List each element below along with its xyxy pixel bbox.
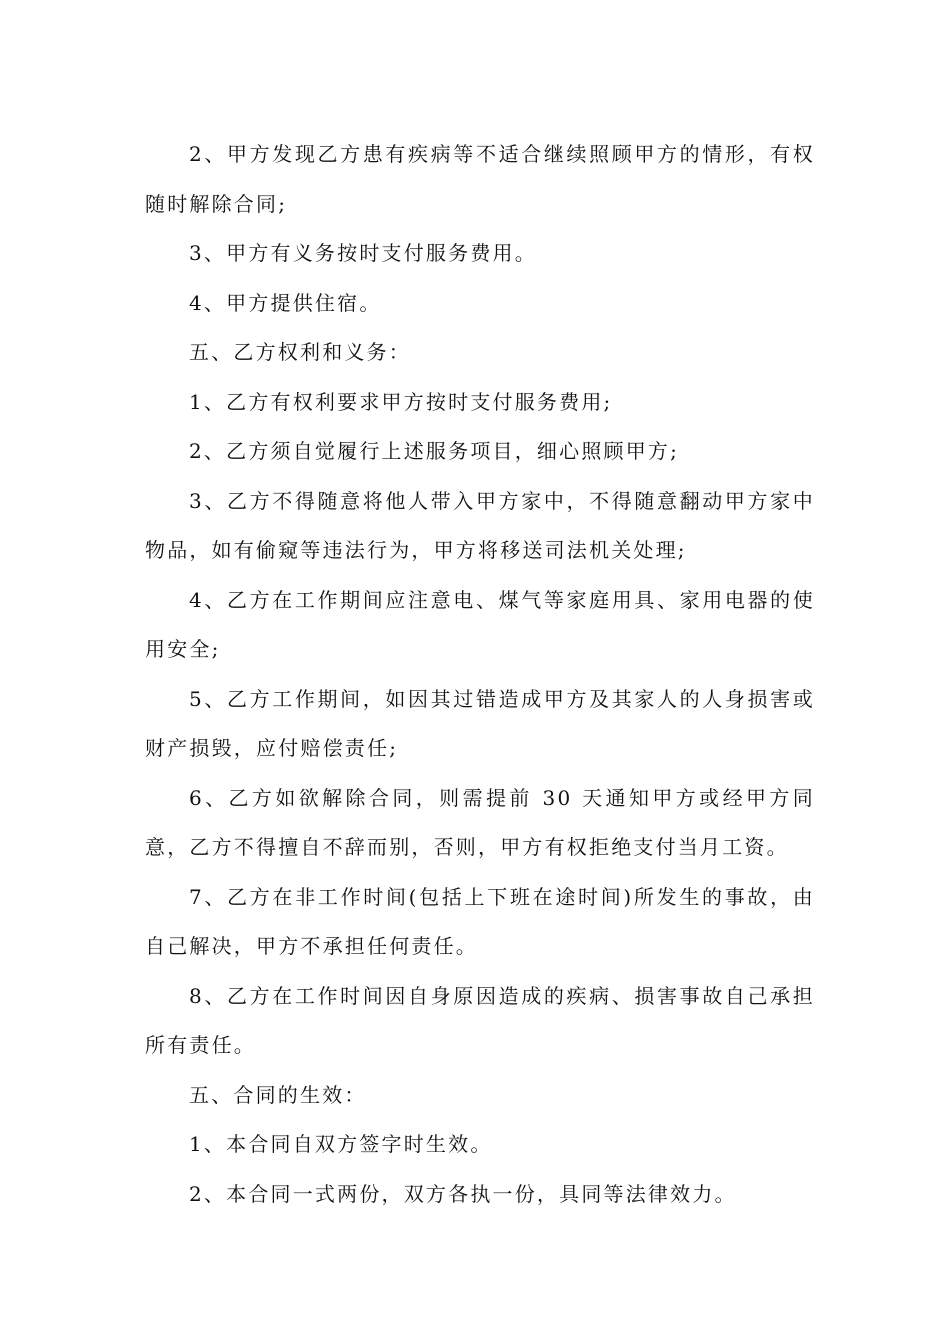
section-heading-party-b-rights: 五、乙方权利和义务： bbox=[189, 340, 411, 364]
paragraph-party-a-accommodation: 4、甲方提供住宿。 bbox=[189, 290, 382, 315]
paragraph-party-b-payment-right: 1、乙方有权利要求甲方按时支付服务费用; bbox=[189, 389, 613, 414]
paragraph-party-b-off-duty-accidents: 7、乙方在非工作时间(包括上下班在途时间)所发生的事故，由自己解决，甲方不承担任何责任。 bbox=[145, 884, 815, 958]
paragraph-party-b-liability: 5、乙方工作期间，如因其过错造成甲方及其家人的人身损害或财产损毁，应付赔偿责任; bbox=[145, 686, 815, 760]
paragraph-party-b-service-duty: 2、乙方须自觉履行上述服务项目，细心照顾甲方; bbox=[189, 439, 680, 463]
paragraph-party-b-safety: 4、乙方在工作期间应注意电、煤气等家庭用具、家用电器的使用安全; bbox=[145, 587, 815, 661]
section-heading-contract-effectiveness: 五、合同的生效： bbox=[189, 1082, 367, 1107]
paragraph-party-b-conduct: 3、乙方不得随意将他人带入甲方家中，不得随意翻动甲方家中物品，如有偷窥等违法行为，甲方将移送司法机关处理; bbox=[145, 488, 815, 562]
paragraph-effective-on-signing: 1、本合同自双方签字时生效。 bbox=[189, 1132, 493, 1156]
paragraph-party-b-self-responsibility: 8、乙方在工作时间因自身原因造成的疾病、损害事故自己承担所有责任。 bbox=[145, 983, 815, 1057]
paragraph-duplicate-copies: 2、本合同一式两份，双方各执一份，具同等法律效力。 bbox=[189, 1181, 737, 1206]
contract-body bbox=[145, 130, 815, 1219]
paragraph-party-b-termination: 6、乙方如欲解除合同，则需提前 30 天通知甲方或经甲方同意，乙方不得擅自不辞而别，否则，甲方有权拒绝支付当月工资。 bbox=[145, 785, 815, 859]
paragraph-party-a-payment-duty: 3、甲方有义务按时支付服务费用。 bbox=[189, 241, 537, 265]
paragraph-party-a-termination-right: 2、甲方发现乙方患有疾病等不适合继续照顾甲方的情形，有权随时解除合同; bbox=[145, 142, 815, 216]
